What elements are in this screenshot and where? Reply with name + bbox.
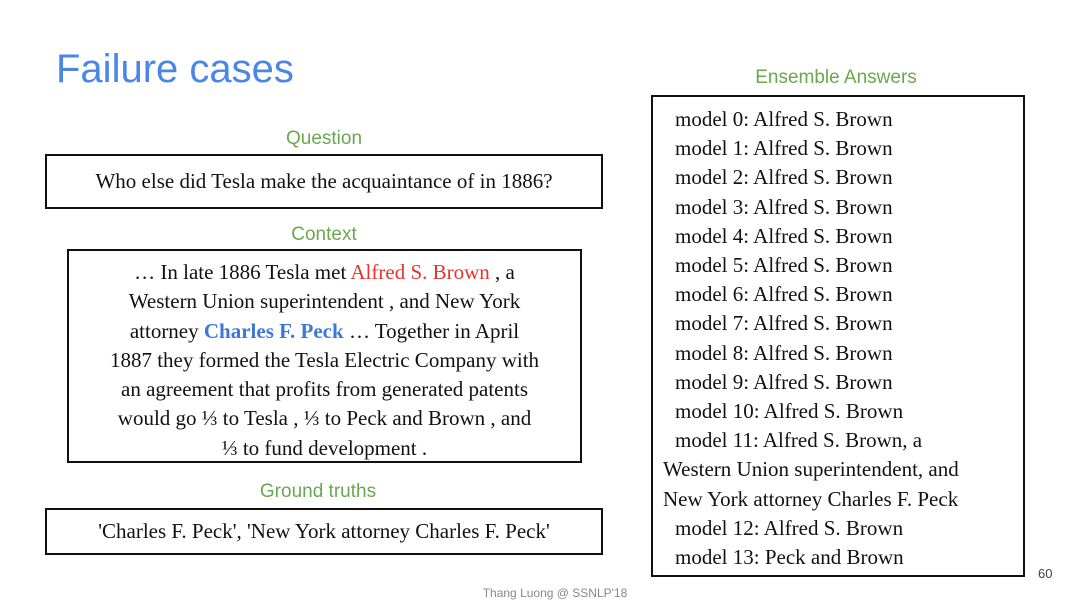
ensemble-line: model 0: Alfred S. Brown — [675, 107, 893, 131]
ground-truths-box — [45, 508, 603, 555]
highlight-predicted-answer: Alfred S. Brown — [350, 260, 490, 284]
slide-title: Failure cases — [56, 47, 294, 91]
ensemble-line: model 5: Alfred S. Brown — [675, 253, 893, 278]
ground-truths-text: 'Charles F. Peck', 'New York attorney Charles F. Peck' — [98, 519, 550, 543]
ensemble-line: model 13: Peck and Brown — [675, 545, 904, 570]
ensemble-line: New York attorney Charles F. Peck — [663, 486, 959, 511]
highlight-ground-truth: Charles F. Peck — [203, 318, 344, 343]
ensemble-line: model 9: Alfred S. Brown — [675, 369, 893, 394]
context-line-5: an agreement that profits from generated patents — [121, 377, 528, 402]
context-line-6: would go ⅓ to Tesla , ⅓ to Peck and Brown , and — [117, 406, 532, 431]
context-label: Context — [291, 224, 357, 245]
ensemble-line: model 3: Alfred S. Brown — [675, 194, 893, 219]
page-number: 60 — [1038, 566, 1053, 581]
ensemble-label: Ensemble Answers — [755, 67, 917, 88]
question-label: Question — [285, 128, 363, 149]
context-line-7: ⅓ to fund development . — [221, 435, 428, 460]
question-box — [45, 154, 603, 209]
ensemble-line: model 12: Alfred S. Brown — [675, 515, 904, 540]
ensemble-answers-box — [651, 95, 1025, 577]
ensemble-line: model 6: Alfred S. Brown — [675, 282, 893, 307]
ensemble-line: model 8: Alfred S. Brown — [675, 340, 893, 365]
ensemble-line: model 2: Alfred S. Brown — [675, 165, 893, 190]
context-box — [67, 249, 582, 463]
ensemble-line: Western Union superintendent, and — [663, 457, 959, 482]
ensemble-line: model 4: Alfred S. Brown — [675, 223, 893, 248]
ensemble-line: model 1: Alfred S. Brown — [675, 136, 893, 161]
context-line-1: … In late 1886 Tesla met Alfred S. Brown , a — [134, 260, 515, 284]
slide-footer: Thang Luong @ SSNLP'18 — [482, 586, 628, 600]
ensemble-line: model 10: Alfred S. Brown — [675, 399, 904, 424]
question-text: Who else did Tesla make the acquaintance of in 1886? — [95, 169, 553, 193]
context-line-4: 1887 they formed the Tesla Electric Company with — [109, 347, 540, 372]
context-line-2: Western Union superintendent , and New York — [128, 289, 521, 314]
ensemble-line: model 11: Alfred S. Brown, a — [675, 428, 923, 453]
context-line-3: attorney Charles F. Peck … Together in April — [129, 318, 520, 343]
ensemble-line: model 7: Alfred S. Brown — [675, 311, 893, 336]
ground-truths-label: Ground truths — [259, 481, 377, 502]
